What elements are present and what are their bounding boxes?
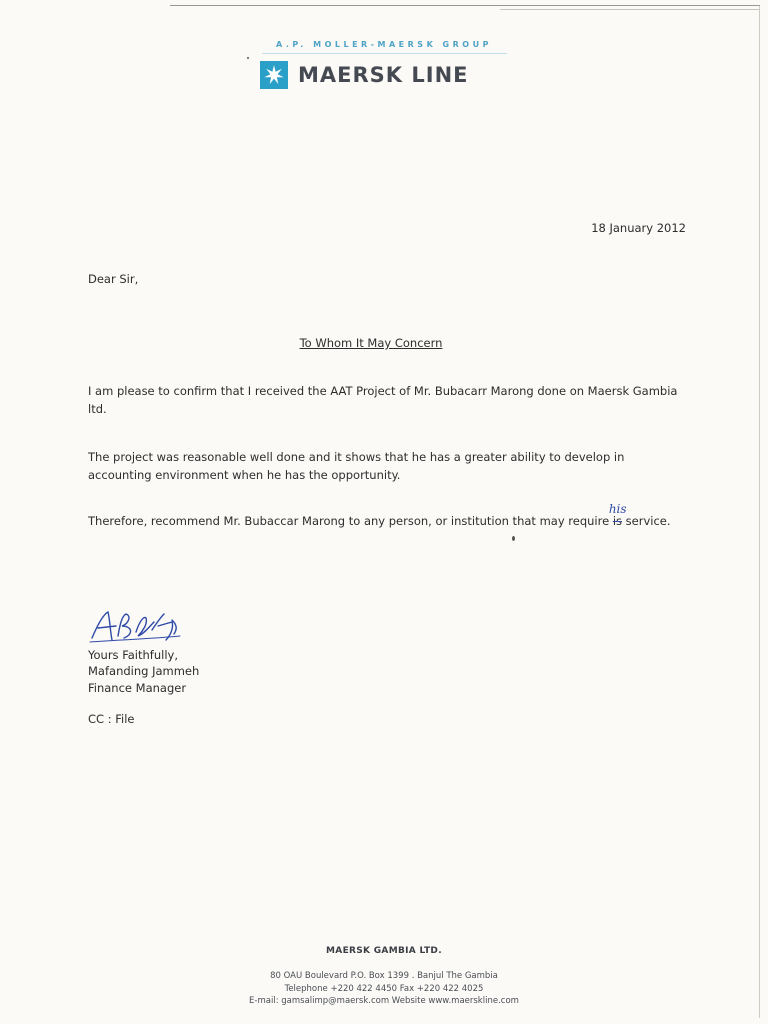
page-edge-top-secondary <box>500 9 760 10</box>
ink-speck <box>247 57 249 59</box>
footer-contact: E-mail: gamsalimp@maersk.com Website www.maerskline.com <box>249 996 519 1006</box>
brand-name: MAERSK LINE <box>298 63 469 87</box>
closing: Yours Faithfully, <box>88 648 178 662</box>
seven-point-star-icon <box>260 61 288 89</box>
ink-speck <box>512 536 515 541</box>
paragraph-2: The project was reasonable well done and it shows that he has a greater ability to develop in accounting environment when he has the opportunity. <box>88 450 625 482</box>
footer-company: MAERSK GAMBIA LTD. <box>326 946 442 956</box>
handwritten-signature <box>88 606 188 650</box>
group-name: A.P. MOLLER-MAERSK GROUP <box>276 40 492 49</box>
paragraph-1: I am please to confirm that I received the AAT Project of Mr. Bubacarr Marong done on Maersk Gambia ltd. <box>88 384 678 416</box>
signatory-name: Mafanding Jammeh <box>88 664 200 678</box>
struck-word: is <box>612 514 623 528</box>
correction-text: his <box>608 502 627 516</box>
paragraph-3-end: service. <box>622 514 671 528</box>
page-edge-top <box>170 5 760 6</box>
letter-date: 18 January 2012 <box>591 221 686 235</box>
signatory-title: Finance Manager <box>88 681 187 695</box>
page-edge-right <box>759 6 760 1018</box>
salutation: Dear Sir, <box>88 272 139 286</box>
handwritten-correction <box>608 502 627 528</box>
footer-address: 80 OAU Boulevard P.O. Box 1399 . Banjul The Gambia <box>270 971 498 981</box>
carbon-copy: CC : File <box>88 712 135 726</box>
paragraph-3-start: Therefore, recommend Mr. Bubaccar Marong to any person, or institution that may require <box>88 514 613 528</box>
letter-subject: To Whom It May Concern <box>299 336 443 350</box>
footer-phone: Telephone +220 422 4450 Fax +220 422 4025 <box>284 984 484 994</box>
paragraph-3 <box>88 502 708 530</box>
letterhead-logo <box>260 61 469 89</box>
letterhead-rule <box>262 53 507 54</box>
